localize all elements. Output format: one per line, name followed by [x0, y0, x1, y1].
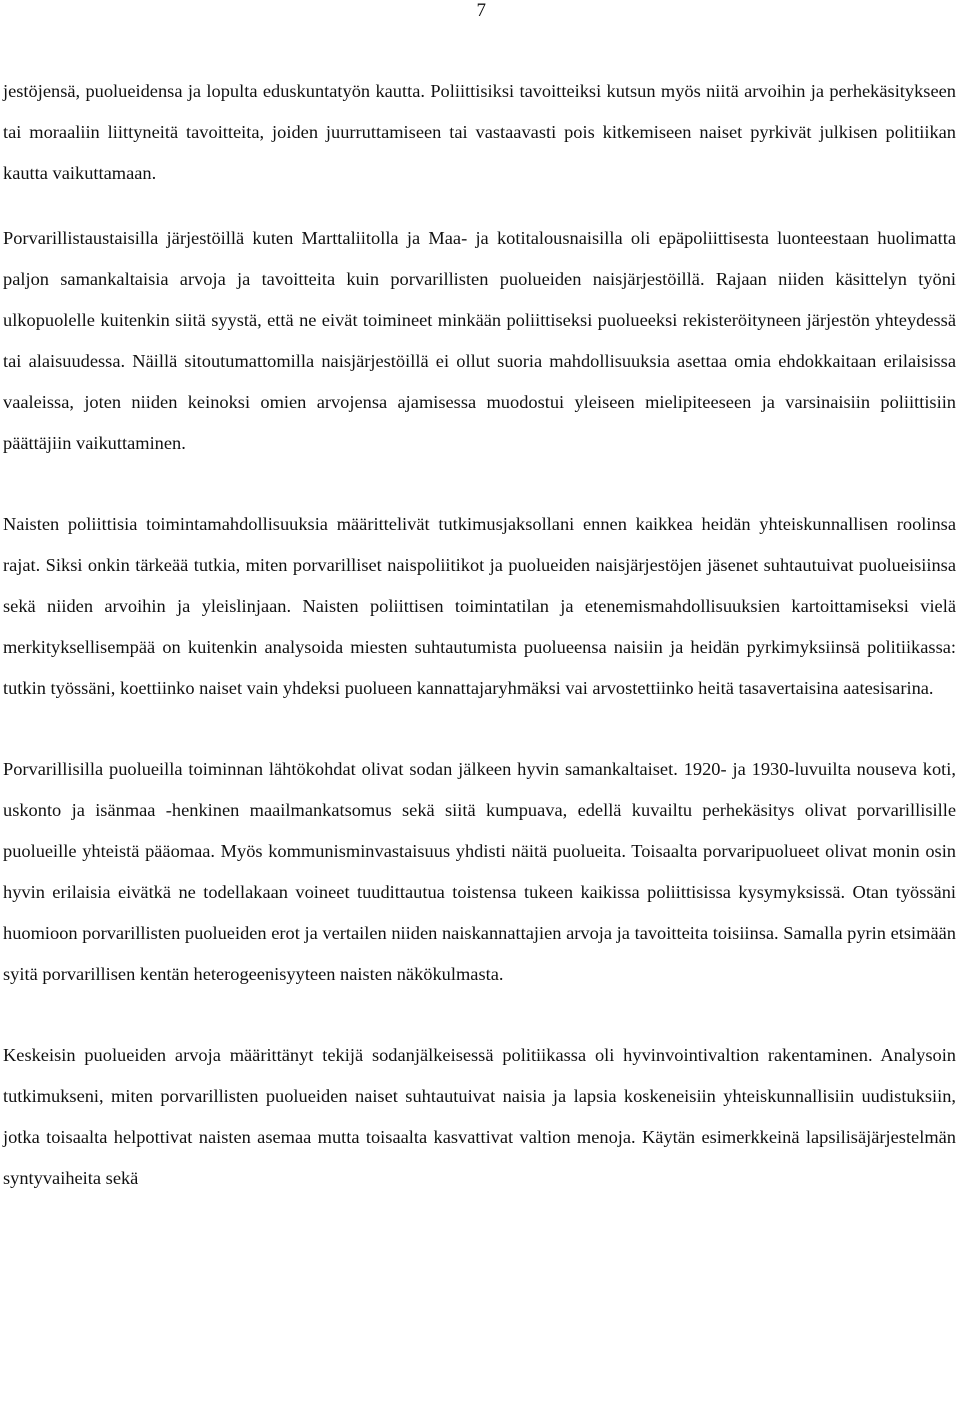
paragraph-4: Porvarillisilla puolueilla toiminnan lähtökohdat olivat sodan jälkeen hyvin samankaltaiset. 1920- ja 1930-luvuilta nouseva koti, uskonto ja isänmaa -henkinen maailmankatsomus sekä siitä kumpuava, edellä kuvailtu perhekäsitys olivat porvarillisille puolueille yhteistä pääomaa. Myös kommunisminvastaisuus yhdisti näitä puolueita. Toisaalta porvaripuolueet olivat monin osin hyvin erilaisia eivätkä ne todellakaan voineet tuudittautua toistensa tukeen kaikissa poliittisissa kysymyksissä. Otan työssäni huomioon porvarillisten puolueiden erot ja vertailen niiden naiskannattajien arvoja ja tavoitteita toisiinsa. Samalla pyrin etsimään syitä porvarillisen kentän heterogeenisyyteen naisten näkökulmasta. [3, 759, 956, 984]
body-text [3, 71, 956, 1199]
paragraph-1: jestöjensä, puolueidensa ja lopulta eduskuntatyön kautta. Poliittisiksi tavoitteiksi kutsun myös niitä arvoihin ja perhekäsitykseen tai moraaliin liittyneitä tavoitteita, joiden juurruttamiseen tai vastaavasti pois kitkemiseen naiset pyrkivät julkisen politiikan kautta vaikuttamaan. [3, 81, 956, 183]
paragraph-2: Porvarillistaustaisilla järjestöillä kuten Marttaliitolla ja Maa- ja kotitalousnaisilla oli epäpoliittisesta luonteestaan huolimatta paljon samankaltaisia arvoja ja tavoitteita kuin porvarillisten puolueiden naisjärjestöillä. Rajaan niiden käsittelyn työni ulkopuolelle kuitenkin siitä syystä, että ne eivät toimineet minkään poliittiseksi puolueeksi rekisteröityneen järjestön yhteydessä tai alaisuudessa. Näillä sitoutumattomilla naisjärjestöillä ei ollut suoria mahdollisuuksia asettaa omia ehdokkaitaan erilaisissa vaaleissa, joten niiden keinoksi omien arvojensa ajamisessa muodostui yleiseen mielipiteeseen ja varsinaisiin poliittisiin päättäjiin vaikuttaminen. [3, 228, 956, 453]
page-number: 7 [476, 0, 486, 21]
paragraph-5: Keskeisin puolueiden arvoja määrittänyt tekijä sodanjälkeisessä politiikassa oli hyvinvointivaltion rakentaminen. Analysoin tutkimukseni, miten porvarillisten puolueiden naiset suhtautuivat naisia ja lapsia koskeneisiin yhteiskunnallisiin uudistuksiin, jotka toisaalta helpottivat naisten asemaa mutta toisaalta kasvattivat valtion menoja. Käytän esimerkkeinä lapsilisäjärjestelmän syntyvaiheita sekä [3, 1045, 956, 1188]
paragraph-3: Naisten poliittisia toimintamahdollisuuksia määrittelivät tutkimusjaksollani ennen kaikkea heidän yhteiskunnallisen roolinsa rajat. Siksi onkin tärkeää tutkia, miten porvarilliset naispoliitikot ja puolueiden naisjärjestöjen jäsenet suhtautuivat puolueisiinsa sekä niiden arvoihin ja yleislinjaan. Naisten poliittisen toimintatilan ja etenemismahdollisuuksien kartoittamiseksi vielä merkityksellisempää on kuitenkin analysoida miesten suhtautumista puolueensa naisiin ja heidän pyrkimyksiinsä politiikassa: tutkin työssäni, koettiinko naiset vain yhdeksi puolueen kannattajaryhmäksi vai arvostettiinko heitä tasavertaisina aatesisarina. [3, 514, 956, 698]
